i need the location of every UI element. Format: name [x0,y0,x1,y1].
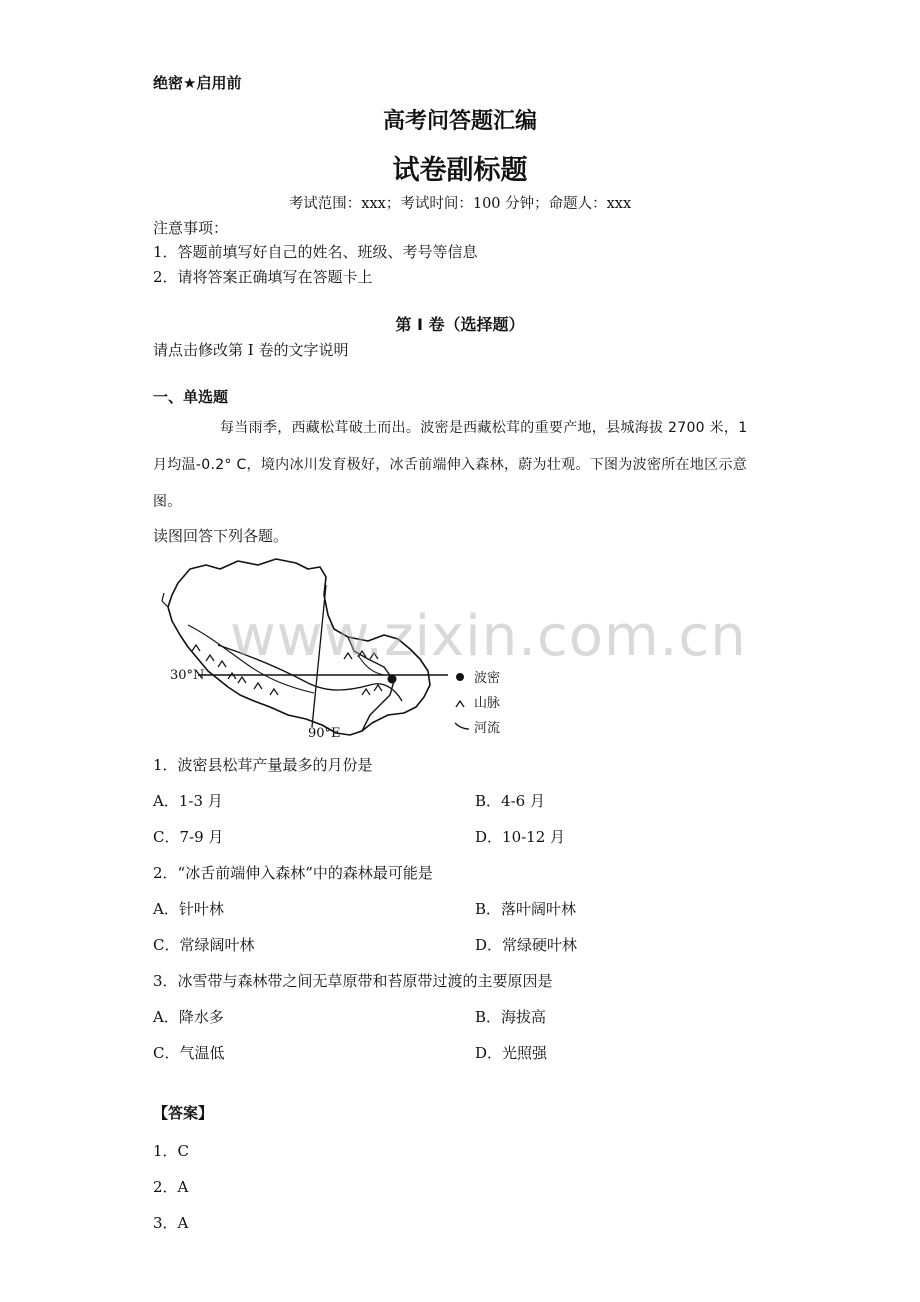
option-c[interactable]: C．7-9 月 [153,828,224,846]
question-stem: 2．“冰舌前端伸入森林”中的森林最可能是 [153,864,433,882]
option-c[interactable]: C．常绿阔叶林 [153,936,255,954]
page-subtitle: 试卷副标题 [392,155,528,186]
volume-title: 第 I 卷（选择题） [395,315,525,334]
legend-label: 波密 [474,671,501,686]
secret-label: 绝密★启用前 [153,74,242,92]
passage-prompt: 读图回答下列各题。 [153,527,289,545]
answer-heading: 【答案】 [153,1104,214,1122]
latitude-label: 30°N [170,668,205,683]
mountain-icon [456,701,464,707]
option-b[interactable]: B．4-6 月 [475,792,545,810]
dot-icon [456,673,464,681]
answer-item: 3．A [153,1214,189,1232]
exam-info: 考试范围：xxx；考试时间：100 分钟；命题人：xxx [288,196,632,212]
question-stem: 1．波密县松茸产量最多的月份是 [153,756,373,774]
option-a[interactable]: A．针叶林 [153,900,224,918]
map-legend [455,670,500,736]
option-b[interactable]: B．海拔高 [475,1008,547,1026]
longitude-label: 90°E [308,726,341,740]
notes-item: 2．请将答案正确填写在答题卡上 [153,268,373,286]
option-c[interactable]: C．气温低 [153,1044,225,1062]
option-b[interactable]: B．落叶阔叶林 [475,900,577,918]
option-d[interactable]: D．10-12 月 [475,828,566,846]
legend-label: 河流 [474,721,501,736]
river-icon [455,723,469,729]
page-title: 高考问答题汇编 [382,109,537,134]
passage-text: 每当雨季，西藏松茸破土而出。波密是西藏松茸的重要产地，县城海拔 2700 米，1 月均温-0.2° C，境内冰川发育极好，冰舌前端伸入森林，蔚为壮观。下图为波密所在地区示意图。 [153,420,748,510]
volume-desc: 请点击修改第 I 卷的文字说明 [153,341,349,359]
notes-item: 1．答题前填写好自己的姓名、班级、考号等信息 [153,243,478,261]
bomi-dot-icon [388,675,397,684]
answer-item: 1．C [153,1142,190,1160]
legend-label: 山脉 [474,696,501,711]
option-a[interactable]: A．降水多 [153,1008,224,1026]
section-heading: 一、单选题 [153,388,229,406]
option-d[interactable]: D．常绿硬叶林 [475,936,578,954]
option-a[interactable]: A．1-3 月 [153,792,223,810]
option-d[interactable]: D．光照强 [475,1044,548,1062]
watermark: www.zixin.com.cn [230,604,747,669]
notes-heading: 注意事项： [153,219,229,237]
answer-item: 2．A [153,1178,189,1196]
question-stem: 3．冰雪带与森林带之间无草原带和苔原带过渡的主要原因是 [153,972,553,990]
